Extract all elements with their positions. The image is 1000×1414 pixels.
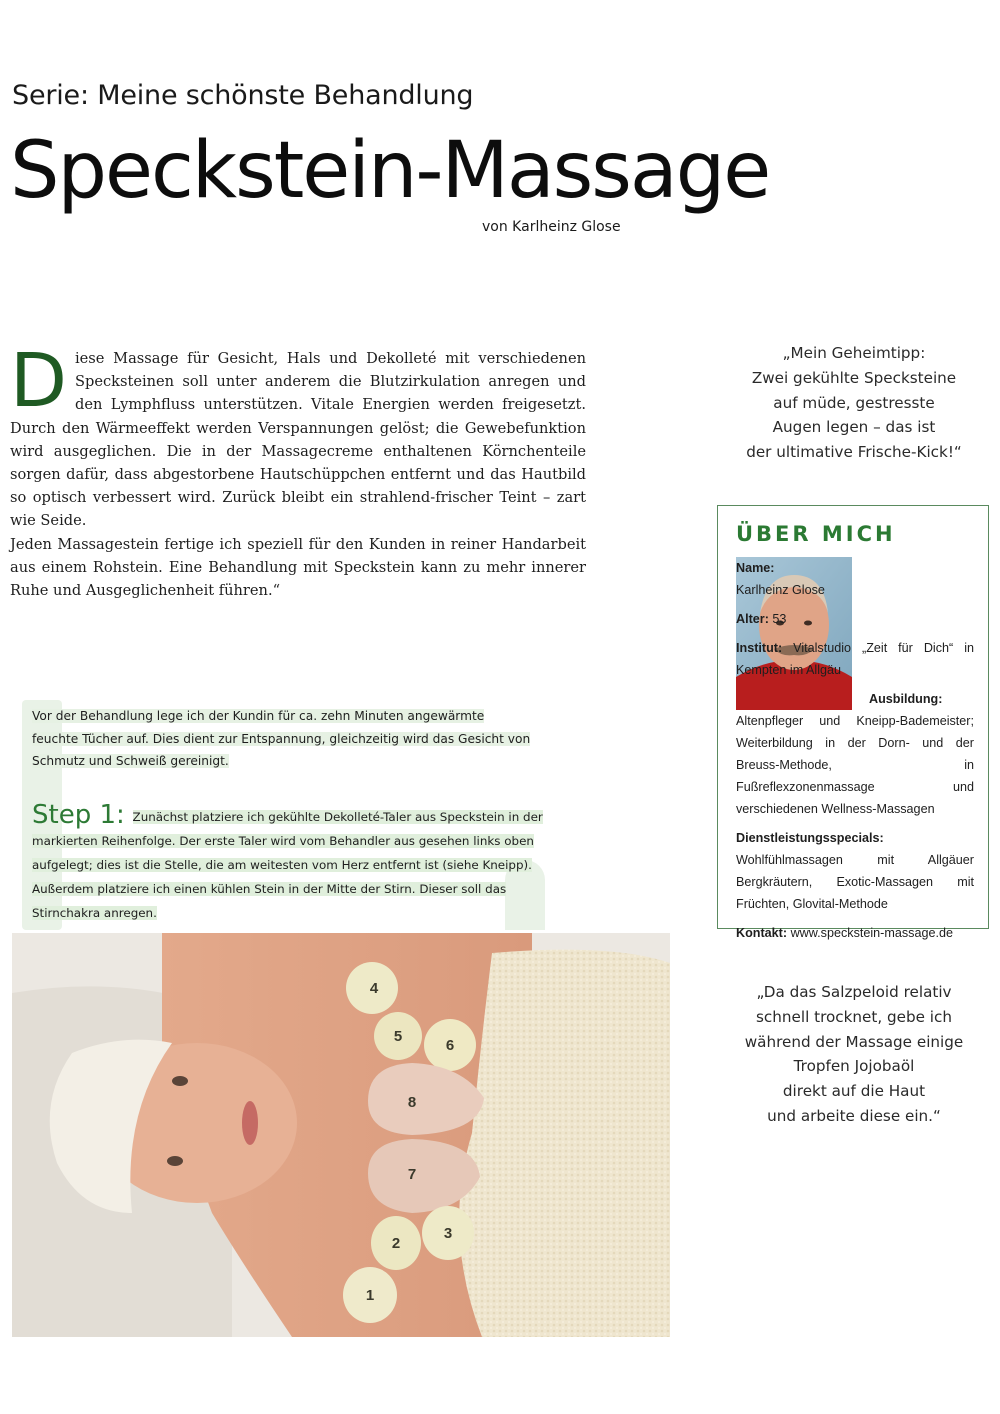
salt-quote-line: direkt auf die Haut [782, 1082, 926, 1101]
stone-label: 7 [407, 1166, 417, 1183]
stone-label: 3 [443, 1225, 453, 1242]
photo-caption-text: Vor der Behandlung lege ich der Kundin für ca. zehn Minuten angewärmte feuchte Tücher auf. Dies dient zur Entspannung, gleichzeitig wird das Gesicht von Schmutz und Schweiß gereinigt. [32, 709, 531, 768]
training-row [736, 688, 974, 820]
massage-photo-illustration [12, 933, 670, 1337]
stone-label: 4 [369, 980, 379, 997]
tip-quote-line: Augen legen – das ist [772, 418, 936, 437]
contact-label: Kontakt: [736, 926, 788, 940]
salt-quote [735, 980, 973, 1129]
intro-paragraph-1 [10, 338, 586, 533]
services-row [736, 827, 974, 915]
page-title: Speckstein-Massage [10, 126, 770, 216]
drop-cap: D [10, 338, 67, 424]
stone-label: 5 [393, 1028, 403, 1045]
salt-quote-line: während der Massage einige [744, 1032, 964, 1051]
photo-caption [32, 705, 532, 773]
services-label: Dienstleistungsspecials: [736, 831, 884, 845]
tip-quote [735, 341, 973, 465]
contact-link[interactable]: www.speckstein-massage.de [790, 926, 953, 940]
intro-paragraph-2: Jeden Massagestein fertige ich speziell für den Kunden in reiner Handarbeit aus einem Rohstein. Eine Behandlung mit Speckstein kann zu mehr innerer Ruhe und Ausgeglichenheit führen.“ [10, 535, 586, 600]
about-details [736, 557, 974, 944]
name-label: Name: [736, 561, 775, 575]
intro-paragraph-1-text: iese Massage für Gesicht, Hals und Dekolleté mit verschiedenen Specksteinen soll unter anderem die Blutzirkulation anregen und den Lymphfluss unterstützen. Vitale Energien werden freigesetzt. Durch den Wärmeeffekt werden Verspannungen gelöst; die Gewebefunktion wird ausgeglichen. Die in der Massagecreme enthaltenen Körnchenteile sorgen dafür, dass abgestorbene Hautschüppchen entfernt und das Hautbild so optisch verbessert wird. Zurück bleibt ein strahlend-frischer Teint – zart wie Seide. [10, 350, 586, 530]
series-label: Serie: Meine schönste Behandlung [12, 80, 474, 111]
step-1-block [32, 800, 552, 925]
training-value: Altenpfleger und Kneipp-Bademeister; Weiterbildung in der Dorn- und der Breuss-Methode, in Fußreflexzonenmassage und verschiedenen Wellness-Massagen [736, 714, 974, 816]
tip-quote-line: der ultimative Frische-Kick!“ [746, 443, 962, 462]
step-title: Step 1: [32, 800, 125, 830]
contact-row [736, 922, 974, 944]
salt-quote-line: „Da das Salzpeloid relativ [756, 983, 952, 1001]
institute-row [736, 637, 974, 681]
tip-quote-line: auf müde, gestresste [773, 393, 935, 412]
name-value: Karlheinz Glose [736, 583, 825, 597]
training-label: Ausbildung: [869, 692, 943, 706]
massage-photo [12, 933, 670, 1337]
stone-label: 1 [365, 1287, 375, 1304]
salt-quote-line: schnell trocknet, gebe ich [756, 1007, 952, 1026]
tip-quote-line: „Mein Geheimtipp: [782, 344, 926, 362]
age-label: Alter: [736, 612, 769, 626]
age-row [736, 608, 974, 630]
age-value: 53 [772, 612, 787, 626]
institute-value: Vitalstudio „Zeit für Dich“ in Kempten im Allgäu [736, 641, 975, 677]
author-byline: von Karlheinz Glose [482, 219, 621, 235]
about-title: ÜBER MICH [736, 522, 896, 546]
institute-label: Institut: [736, 641, 783, 655]
services-value: Wohlfühlmassagen mit Allgäuer Bergkräutern, Exotic-Massagen mit Früchten, Glovital-Methode [736, 853, 974, 911]
salt-quote-line: und arbeite diese ein.“ [767, 1106, 941, 1125]
stone-label: 6 [445, 1037, 455, 1054]
salt-quote-line: Tropfen Jojobaöl [793, 1057, 915, 1076]
about-box [717, 505, 989, 940]
tip-quote-line: Zwei gekühlte Specksteine [751, 368, 957, 387]
intro-text [10, 338, 586, 602]
stone-label: 8 [407, 1094, 417, 1111]
stone-label: 2 [391, 1235, 401, 1252]
step-text: Zunächst platziere ich gekühlte Dekolleté-Taler aus Speckstein in der markierten Reihenfolge. Der erste Taler wird vom Behandler aus gesehen links oben aufgelegt; dies ist die Stelle, die am weitesten vom Herz entfernt ist (siehe Kneipp). Außerdem platziere ich einen kühlen Stein in der Mitte der Stirn. Dieser soll das Stirnchakra anregen. [32, 810, 543, 920]
